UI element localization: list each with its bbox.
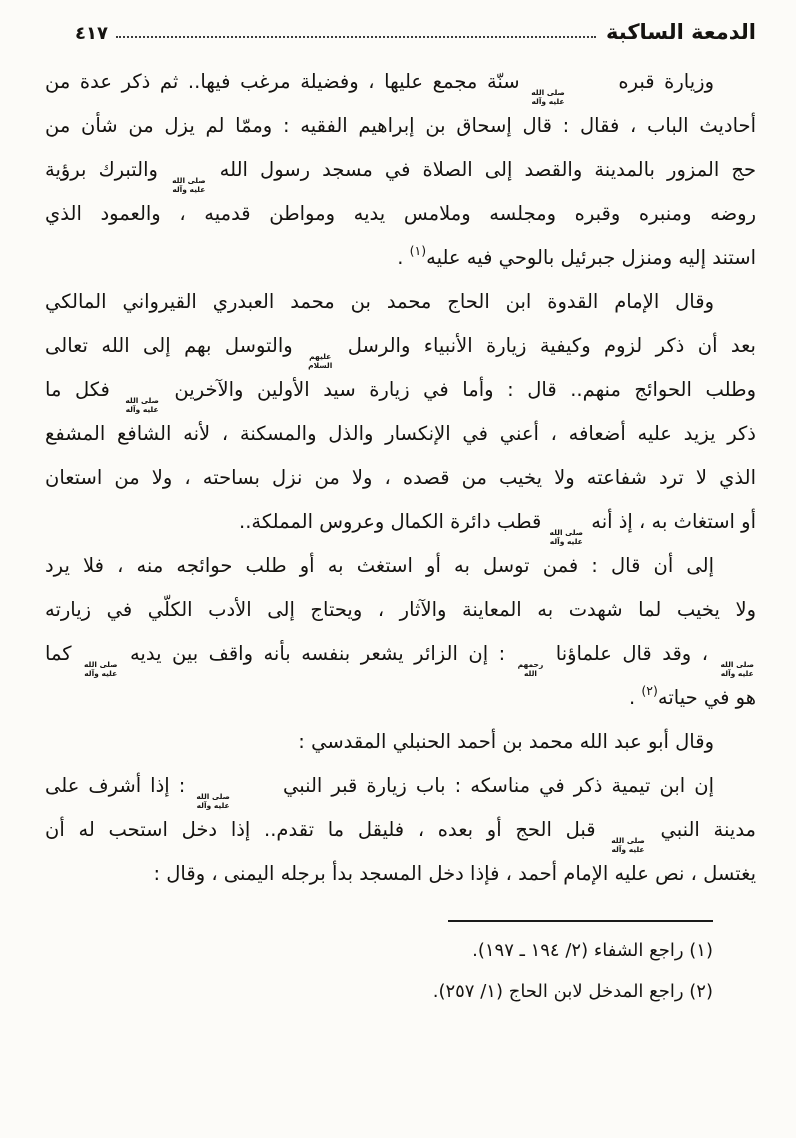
text-line: وقال الإمام القدوة ابن الحاج محمد بن محمد العبدري القيرواني المالكي xyxy=(45,290,714,313)
page-number: ٤١٧ xyxy=(75,23,108,44)
honorific-saw-mark: صلى الله عليه وآله xyxy=(720,660,754,678)
text-line: الذي لا ترد شفاعته ولا يخيب من قصده ، ولا من نزل بساحته ، ولا من استعان xyxy=(45,466,756,489)
honorific-as-mark: عليهم السلام xyxy=(308,352,333,370)
footnote-ref: (١) xyxy=(409,243,427,258)
text-line: أحاديث الباب ، فقال : قال إسحاق بن إبراهيم الفقيه : وممّا لم يزل من شأن من xyxy=(45,114,756,137)
honorific-saw-mark: صلى الله عليه وآله xyxy=(531,88,565,106)
text-line: بعد أن ذكر لزوم وكيفية زيارة الأنبياء والرسل عليهم السلام والتوسل بهم إلى الله تعالى xyxy=(45,334,756,370)
text-line: وطلب الحوائج منهم.. قال : وأما في زيارة سيد الأولين والآخرين صلى الله عليه وآله فكل ما xyxy=(45,378,756,414)
text-line: أو استغاث به ، إذ أنه صلى الله عليه وآله قطب دائرة الكمال وعروس المملكة.. xyxy=(239,510,756,546)
text-line: وزيارة قبره صلى الله عليه وآله سنّة مجمع عليها ، وفضيلة مرغب فيها.. ثم ذكر عدة من xyxy=(45,70,714,106)
honorific-ra-mark: رحمهم الله xyxy=(517,660,544,678)
footnote-ref: (٢) xyxy=(641,683,658,698)
text-line: ذكر يزيد عليه أضعافه ، أعني في الإنكسار والذل والمسكنة ، لأنه الشافع المشفع xyxy=(45,422,756,445)
honorific-saw-mark: صلى الله عليه وآله xyxy=(172,176,206,194)
honorific-saw-mark: صلى الله عليه وآله xyxy=(611,836,645,854)
text-line: مدينة النبي صلى الله عليه وآله قبل الحج أو بعده ، فليقل ما تقدم.. إذا دخل استحب له أن xyxy=(45,818,756,854)
body-text xyxy=(45,60,756,896)
dotted-leader xyxy=(116,36,596,38)
footnotes-section xyxy=(45,920,756,1012)
footnote-item: (٢) راجع المدخل لابن الحاج (١/ ٢٥٧). xyxy=(432,981,713,1002)
text-line: استند إليه ومنزل جبرئيل بالوحي فيه عليه$^{(١)}$ . xyxy=(397,243,756,269)
text-line: يغتسل ، نص عليه الإمام أحمد ، فإذا دخل المسجد بدأ برجله اليمنى ، وقال : xyxy=(153,862,756,885)
text-line: هو في حياته$^{(٢)}$ . xyxy=(629,683,756,709)
text-line: صلى الله عليه وآله ، وقد قال علماؤنا رحمهم الله : إن الزائر يشعر بنفسه بأنه واقف بين يديه صلى الله عليه وآله كما xyxy=(45,642,754,678)
footnote-separator-rule xyxy=(448,920,713,922)
honorific-saw-mark: صلى الله عليه وآله xyxy=(83,660,118,678)
page-header xyxy=(45,20,756,44)
text-line: ولا يخيب لما شهدت به المعاينة والآثار ، ويحتاج إلى الأدب الكلّي في زيارته xyxy=(45,598,756,621)
text-line: إلى أن قال : فمن توسل به أو استغث به أو طلب حوائجه منه ، فلا يرد xyxy=(45,554,714,577)
footnote-list xyxy=(45,930,756,1012)
text-line: روضه ومنبره وقبره ومجلسه وملامس يديه ومواطن قدميه ، والعمود الذي xyxy=(45,202,756,225)
text-line: وقال أبو عبد الله محمد بن أحمد الحنبلي المقدسي : xyxy=(298,730,714,753)
text-line: حج المزور بالمدينة والقصد إلى الصلاة في مسجد رسول الله صلى الله عليه وآله والتبرك برؤية xyxy=(45,158,756,194)
text-line: إن ابن تيمية ذكر في مناسكه : باب زيارة قبر النبي صلى الله عليه وآله : إذا أشرف على xyxy=(45,774,714,810)
honorific-saw-mark: صلى الله عليه وآله xyxy=(549,528,584,546)
honorific-saw-mark: صلى الله عليه وآله xyxy=(125,396,159,414)
footnote-item: (١) راجع الشفاء (٢/ ١٩٤ ـ ١٩٧). xyxy=(472,940,713,961)
honorific-saw-mark: صلى الله عليه وآله xyxy=(196,792,230,810)
book-title: الدمعة الساكبة xyxy=(606,20,756,44)
